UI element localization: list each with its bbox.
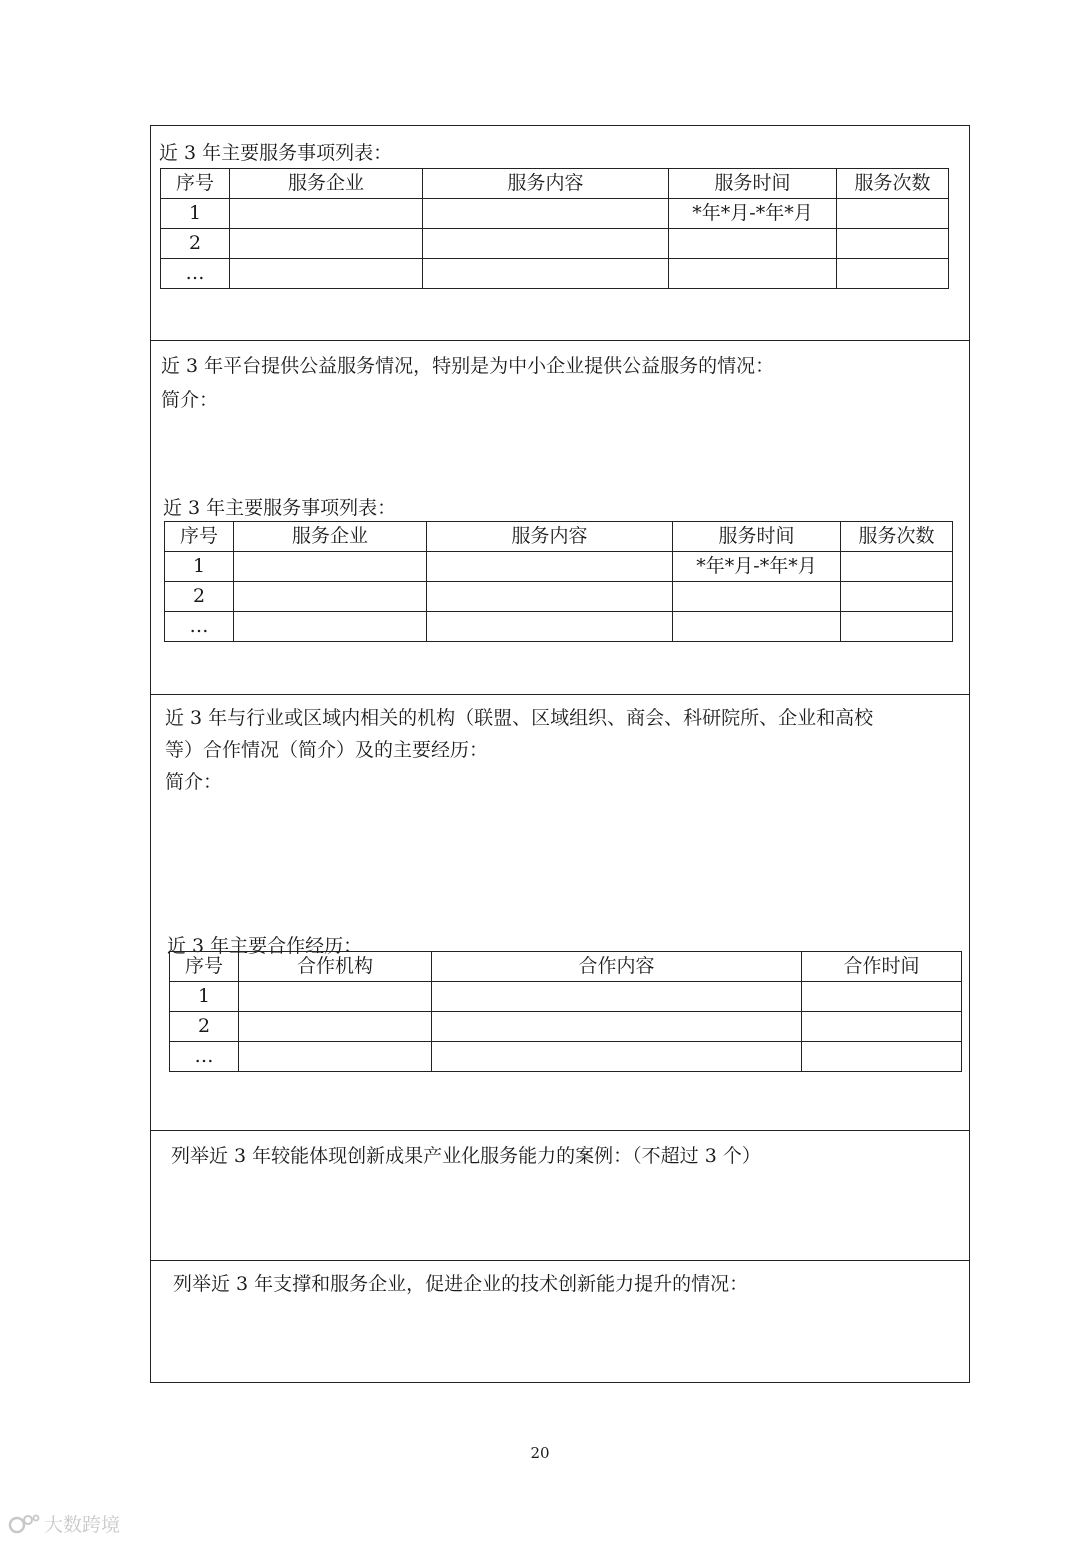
page-number: 20 (530, 1444, 550, 1462)
watermark-logo-icon (8, 1513, 40, 1535)
table-cell (432, 982, 802, 1012)
table-cell (841, 552, 953, 582)
table-row (170, 982, 962, 1012)
section-caption: 近 3 年主要服务事项列表： (163, 497, 397, 519)
table-cell (669, 229, 837, 259)
table-cell (239, 1042, 432, 1072)
section-cases (151, 1130, 969, 1260)
table-cell: *年*月-*年*月 (669, 199, 837, 229)
table-cell: … (161, 259, 230, 289)
table-cell (230, 259, 423, 289)
table-cell (423, 259, 669, 289)
service-table-2 (164, 521, 953, 642)
table-row (170, 1012, 962, 1042)
section-cooperation (151, 694, 969, 1130)
table-cell (802, 982, 962, 1012)
table-cell (837, 199, 949, 229)
table-cell (230, 199, 423, 229)
table-row (161, 229, 949, 259)
table-cell: 2 (165, 582, 234, 612)
table-header-row (170, 952, 962, 982)
table-cell: *年*月-*年*月 (673, 552, 841, 582)
table-row (165, 552, 953, 582)
table-cell (432, 1042, 802, 1072)
col-header-content: 服务内容 (423, 169, 669, 199)
table-cell (802, 1012, 962, 1042)
section-support (151, 1260, 969, 1382)
table-cell (423, 199, 669, 229)
table-cell: 2 (170, 1012, 239, 1042)
table-cell: 2 (161, 229, 230, 259)
col-header-content: 合作内容 (432, 952, 802, 982)
col-header-index: 序号 (170, 952, 239, 982)
table-cell (837, 229, 949, 259)
section-service-list-1 (151, 126, 969, 340)
table-cell: 1 (161, 199, 230, 229)
table-cell (841, 612, 953, 642)
intro-label: 简介： (165, 771, 223, 793)
table-row (165, 582, 953, 612)
table-cell (427, 552, 673, 582)
table-cell (427, 582, 673, 612)
intro-label: 简介： (161, 389, 219, 411)
table-row (165, 612, 953, 642)
application-form (150, 125, 970, 1383)
col-header-company: 服务企业 (230, 169, 423, 199)
watermark-text: 大数跨境 (44, 1514, 121, 1536)
table-cell (234, 612, 427, 642)
section-public-service (151, 340, 969, 694)
table-cell (423, 229, 669, 259)
table-cell (234, 582, 427, 612)
table-cell (673, 582, 841, 612)
table-cell (234, 552, 427, 582)
col-header-count: 服务次数 (841, 522, 953, 552)
col-header-index: 序号 (165, 522, 234, 552)
table-cell (239, 982, 432, 1012)
col-header-index: 序号 (161, 169, 230, 199)
table-cell (427, 612, 673, 642)
table-row (161, 259, 949, 289)
table-row (161, 199, 949, 229)
cooperation-prompt-line-1: 近 3 年与行业或区域内相关的机构（联盟、区域组织、商会、科研院所、企业和高校 (165, 707, 874, 729)
table-cell (837, 259, 949, 289)
watermark (8, 1510, 120, 1537)
col-header-time: 服务时间 (673, 522, 841, 552)
cooperation-table (169, 951, 962, 1072)
cases-prompt: 列举近 3 年较能体现创新成果产业化服务能力的案例：（不超过 3 个） (171, 1145, 761, 1167)
table-cell: … (170, 1042, 239, 1072)
table-header-row (165, 522, 953, 552)
table-cell: 1 (165, 552, 234, 582)
table-cell (673, 612, 841, 642)
table-cell (239, 1012, 432, 1042)
table-cell (432, 1012, 802, 1042)
section-caption: 近 3 年主要合作经历： (167, 935, 363, 957)
service-table-1 (160, 168, 949, 289)
support-prompt: 列举近 3 年支撑和服务企业，促进企业的技术创新能力提升的情况： (173, 1273, 749, 1295)
table-cell (230, 229, 423, 259)
col-header-count: 服务次数 (837, 169, 949, 199)
section-caption: 近 3 年主要服务事项列表： (159, 142, 393, 164)
col-header-content: 服务内容 (427, 522, 673, 552)
table-header-row (161, 169, 949, 199)
table-cell (841, 582, 953, 612)
table-cell: … (165, 612, 234, 642)
public-service-prompt: 近 3 年平台提供公益服务情况，特别是为中小企业提供公益服务的情况： (161, 355, 775, 377)
table-cell (802, 1042, 962, 1072)
table-cell (669, 259, 837, 289)
table-cell: 1 (170, 982, 239, 1012)
col-header-time: 服务时间 (669, 169, 837, 199)
col-header-time: 合作时间 (802, 952, 962, 982)
col-header-company: 服务企业 (234, 522, 427, 552)
cooperation-prompt-line-2: 等）合作情况（简介）及的主要经历： (165, 739, 489, 761)
col-header-partner: 合作机构 (239, 952, 432, 982)
table-row (170, 1042, 962, 1072)
